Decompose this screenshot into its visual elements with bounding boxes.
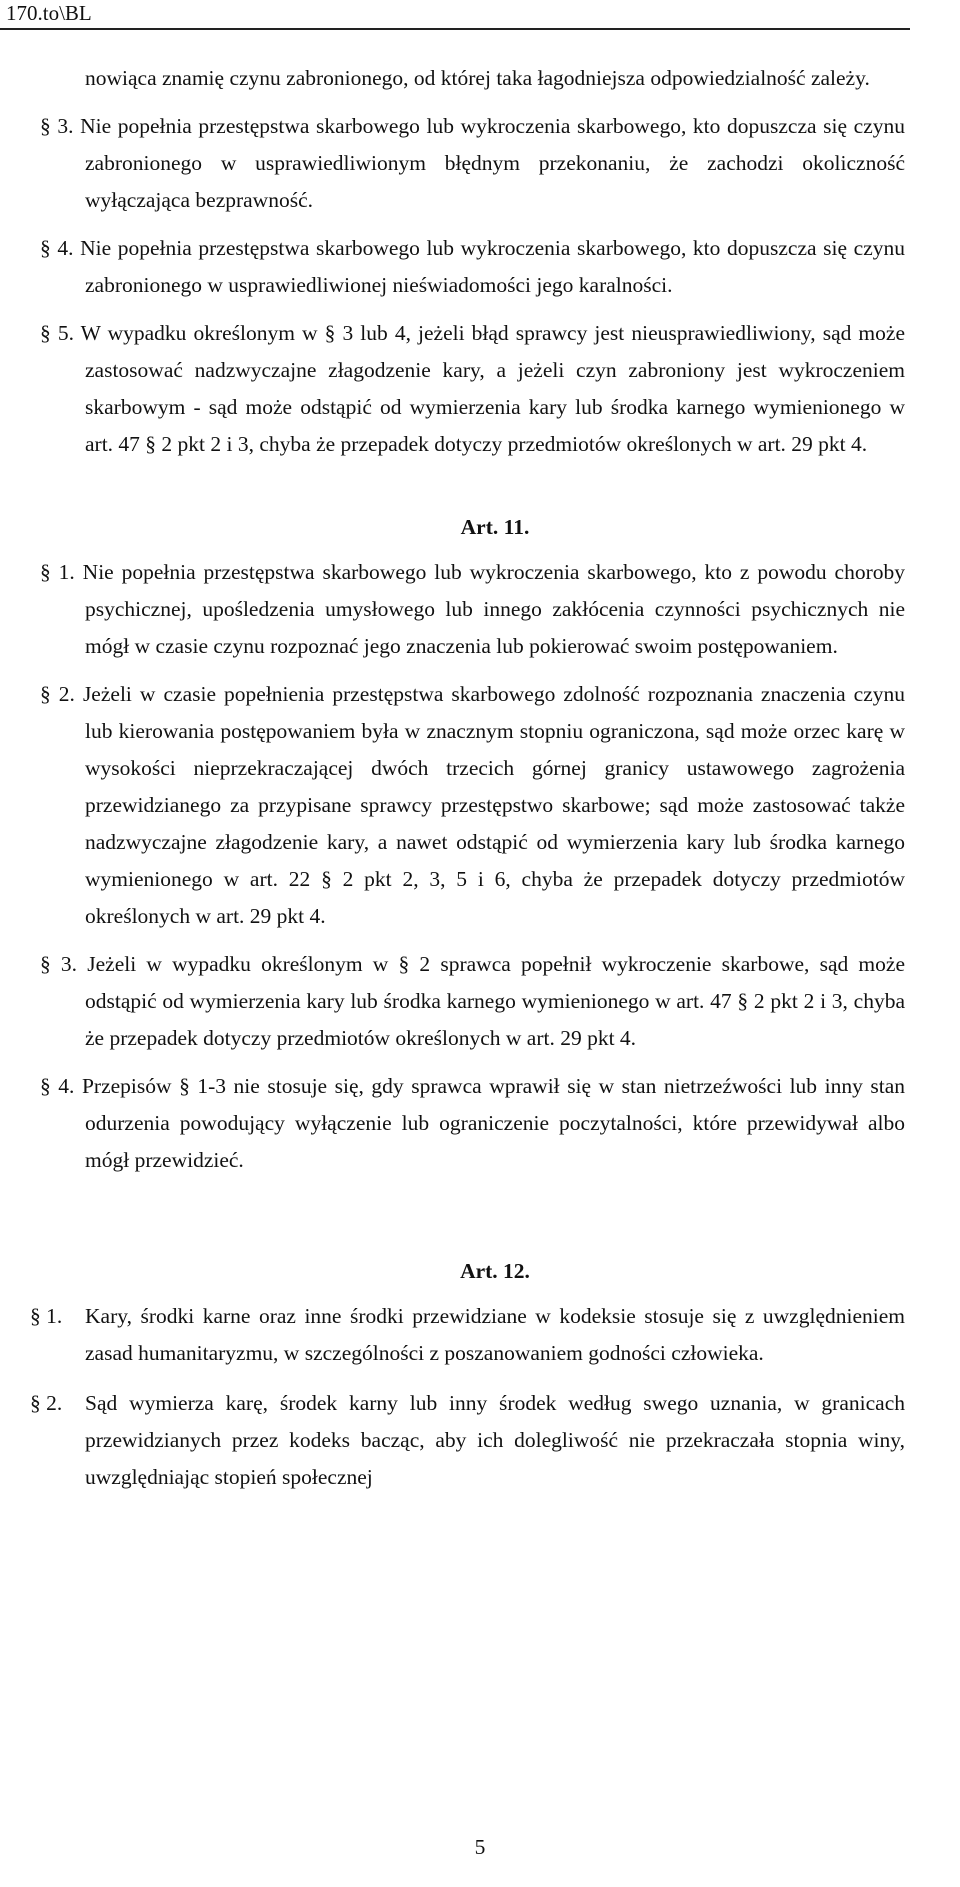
art12-item-2-text: Sąd wymierza karę, środek karny lub inny środek według swego uznania, w granicach przewidzianych przez kodeks bacząc, aby ich dolegliwość nie przekraczała stopnia winy, uwzględniając stopień społecznej	[85, 1391, 905, 1489]
art11-paragraph-2: § 2. Jeżeli w czasie popełnienia przestępstwa skarbowego zdolność rozpoznania znaczenia czynu lub kierowania postępowaniem była w znacznym stopniu ograniczona, sąd może orzec karę w wysokości nieprzekraczającej dwóch trzecich górnej granicy ustawowego zagrożenia przewidzianego za przypisane sprawcy przestępstwo skarbowe; sąd może zastosować także nadzwyczajne złagodzenie kary, a nawet odstąpić od wymierzenia kary lub środka karnego wymienionego w art. 22 § 2 pkt 2, 3, 5 i 6, chyba że przepadek dotyczy przedmiotów określonych w art. 29 pkt 4.	[40, 682, 905, 928]
paragraph-continuation: nowiąca znamię czynu zabronionego, od której taka łagodniejsza odpowiedzialność zależy.	[85, 66, 870, 90]
paragraph-s5: § 5. W wypadku określonym w § 3 lub 4, jeżeli błąd sprawcy jest nieusprawiedliwiony, sąd może zastosować nadzwyczajne złagodzenie kary, a jeżeli czyn zabroniony jest wykroczeniem skarbowym - sąd może odstąpić od wymierzenia kary lub środka karnego wymienionego w art. 47 § 2 pkt 2 i 3, chyba że przepadek dotyczy przedmiotów określonych w art. 29 pkt 4.	[40, 321, 905, 456]
art11-paragraph-4: § 4. Przepisów § 1-3 nie stosuje się, gdy sprawca wprawił się w stan nietrzeźwości lub inny stan odurzenia powodujący wyłączenie lub ograniczenie poczytalności, które przewidywał albo mógł przewidzieć.	[40, 1074, 905, 1172]
art11-paragraph-3: § 3. Jeżeli w wypadku określonym w § 2 sprawca popełnił wykroczenie skarbowe, sąd może odstąpić od wymierzenia kary lub środka karnego wymienionego w art. 47 § 2 pkt 2 i 3, chyba że przepadek dotyczy przedmiotów określonych w art. 29 pkt 4.	[40, 952, 905, 1050]
page-number: 5	[474, 1835, 486, 1859]
document-id: 170.to\BL	[6, 1, 92, 25]
art12-item-1-text: Kary, środki karne oraz inne środki przewidziane w kodeksie stosuje się z uwzględnieniem zasad humanitaryzmu, w szczególności z poszanowaniem godności człowieka.	[85, 1304, 905, 1365]
page-header	[0, 0, 910, 30]
article-11-heading: Art. 11.	[460, 515, 530, 539]
paragraph-s3: § 3. Nie popełnia przestępstwa skarbowego lub wykroczenia skarbowego, kto dopuszcza się czynu zabronionego w usprawiedliwionym błędnym przekonaniu, że zachodzi okoliczność wyłączająca bezprawność.	[40, 114, 905, 212]
art11-paragraph-1: § 1. Nie popełnia przestępstwa skarbowego lub wykroczenia skarbowego, kto z powodu choroby psychicznej, upośledzenia umysłowego lub innego zakłócenia czynności psychicznych nie mógł w czasie czynu rozpoznać jego znaczenia lub pokierować swoim postępowaniem.	[40, 560, 905, 658]
article-12-heading: Art. 12.	[460, 1259, 530, 1283]
art12-item-1	[30, 1298, 905, 1372]
paragraph-s4: § 4. Nie popełnia przestępstwa skarbowego lub wykroczenia skarbowego, kto dopuszcza się czynu zabronionego w usprawiedliwionej nieświadomości jego karalności.	[40, 236, 905, 297]
art12-item-1-number: § 1.	[30, 1304, 63, 1328]
art12-item-2	[30, 1385, 905, 1496]
document-body	[30, 60, 905, 1509]
art12-item-2-number: § 2.	[30, 1391, 63, 1415]
